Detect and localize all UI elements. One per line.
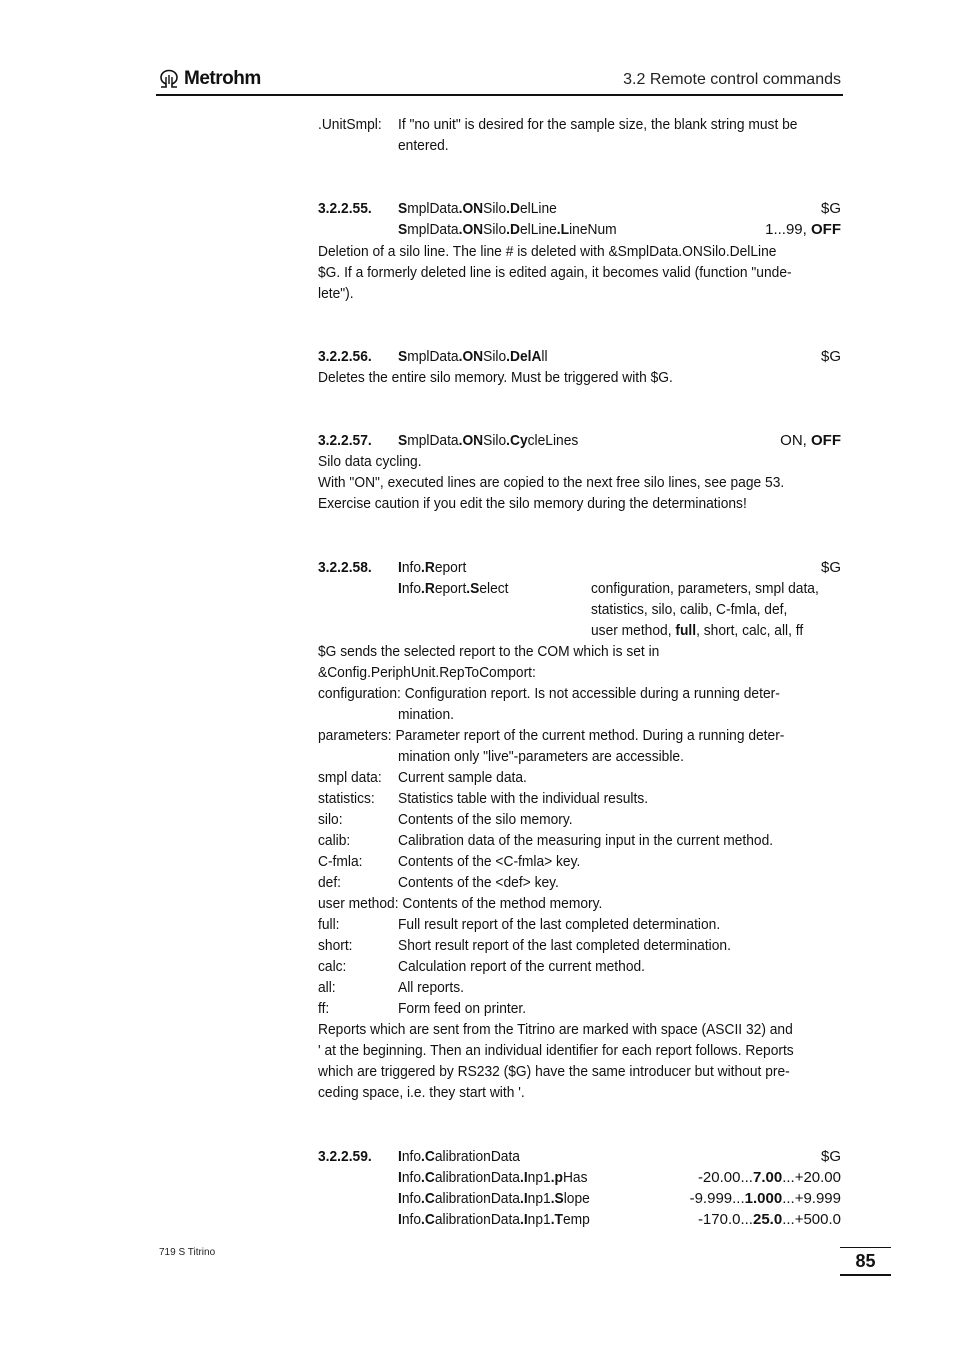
- definition-term: ff:: [318, 1000, 330, 1017]
- paragraph-line: With "ON", executed lines are copied to the next free silo lines, see page 53.: [318, 474, 785, 491]
- paragraph-line: ceding space, i.e. they start with '.: [318, 1084, 525, 1101]
- header-rule: [156, 94, 843, 96]
- paragraph-line: $G sends the selected report to the COM which is set in: [318, 643, 660, 660]
- command-value: -20.00...7.00...+20.00: [697, 1169, 841, 1186]
- section-number: 3.2.2.56.: [318, 348, 372, 365]
- definition-term: parameters: Parameter report of the current method. During a running deter-: [318, 727, 785, 744]
- footer-product-name: 719 S Titrino: [159, 1247, 216, 1258]
- definition-term: all:: [318, 979, 336, 996]
- options-line: configuration, parameters, smpl data,: [591, 580, 819, 597]
- definition-term: short:: [318, 937, 353, 954]
- definition-desc: Current sample data.: [398, 769, 527, 786]
- definition-desc: Short result report of the last completed determination.: [398, 937, 731, 954]
- section-number: 3.2.2.58.: [318, 559, 372, 576]
- command-value: $G: [820, 559, 841, 576]
- paragraph-line: Deletion of a silo line. The line # is deleted with &SmplData.ONSilo.DelLine: [318, 243, 777, 260]
- command-syntax: Info.CalibrationData.Inp1.Slope: [398, 1190, 590, 1207]
- definition-term: smpl data:: [318, 769, 382, 786]
- definition-term: calib:: [318, 832, 351, 849]
- definition-desc: Contents of the <def> key.: [398, 874, 559, 891]
- section-number: 3.2.2.59.: [318, 1148, 372, 1165]
- command-syntax: SmplData.ONSilo.CycleLines: [398, 432, 579, 449]
- command-value: -170.0...25.0...+500.0: [697, 1211, 841, 1228]
- unitsmpl-term: .UnitSmpl:: [318, 116, 382, 133]
- options-line: statistics, silo, calib, C-fmla, def,: [591, 601, 788, 618]
- unitsmpl-desc-line: If "no unit" is desired for the sample size, the blank string must be: [398, 116, 798, 133]
- options-line: user method, full, short, calc, all, ff: [591, 622, 804, 639]
- footer-rule-top: [840, 1247, 891, 1248]
- definition-desc: mination.: [398, 706, 455, 723]
- command-syntax: Info.Report: [398, 559, 467, 576]
- command-syntax: Info.CalibrationData: [398, 1148, 520, 1165]
- definition-term: def:: [318, 874, 342, 891]
- definition-desc: All reports.: [398, 979, 464, 996]
- definition-desc: mination only "live"-parameters are accessible.: [398, 748, 684, 765]
- command-syntax: SmplData.ONSilo.DelAll: [398, 348, 548, 365]
- definition-term: statistics:: [318, 790, 375, 807]
- command-value: 1...99, OFF: [765, 221, 841, 238]
- paragraph-line: lete").: [318, 285, 354, 302]
- definition-desc: Contents of the <C-fmla> key.: [398, 853, 581, 870]
- command-value: $G: [820, 200, 841, 217]
- definition-desc: Calibration data of the measuring input in the current method.: [398, 832, 774, 849]
- paragraph-line: which are triggered by RS232 ($G) have the same introducer but without pre-: [318, 1063, 790, 1080]
- metrohm-omega-icon: [158, 69, 180, 89]
- section-number: 3.2.2.55.: [318, 200, 372, 217]
- running-header-section: 3.2 Remote control commands: [623, 71, 841, 88]
- command-value: $G: [820, 348, 841, 365]
- command-syntax: SmplData.ONSilo.DelLine: [398, 200, 557, 217]
- footer-rule-bottom: [840, 1274, 891, 1276]
- metrohm-logo: [158, 68, 261, 90]
- command-syntax: Info.CalibrationData.Inp1.pHas: [398, 1169, 588, 1186]
- unitsmpl-desc-line: entered.: [398, 137, 449, 154]
- command-value: -9.999...1.000...+9.999: [689, 1190, 841, 1207]
- paragraph-line: ' at the beginning. Then an individual identifier for each report follows. Reports: [318, 1042, 794, 1059]
- command-syntax: Info.Report.Select: [398, 580, 509, 597]
- definition-term: C-fmla:: [318, 853, 363, 870]
- paragraph-line: Deletes the entire silo memory. Must be triggered with $G.: [318, 369, 673, 386]
- definition-term: calc:: [318, 958, 347, 975]
- definition-term: silo:: [318, 811, 343, 828]
- definition-desc: Statistics table with the individual results.: [398, 790, 649, 807]
- paragraph-line: $G. If a formerly deleted line is edited again, it becomes valid (function "unde-: [318, 264, 792, 281]
- command-syntax: SmplData.ONSilo.DelLine.LineNum: [398, 221, 617, 238]
- command-syntax: Info.CalibrationData.Inp1.Temp: [398, 1211, 590, 1228]
- command-value: $G: [820, 1148, 841, 1165]
- definition-term: user method: Contents of the method memory.: [318, 895, 603, 912]
- definition-desc: Calculation report of the current method.: [398, 958, 646, 975]
- paragraph-line: Silo data cycling.: [318, 453, 422, 470]
- definition-desc: Full result report of the last completed determination.: [398, 916, 721, 933]
- definition-desc: Form feed on printer.: [398, 1000, 527, 1017]
- command-value: ON, OFF: [780, 432, 841, 449]
- paragraph-line: Exercise caution if you edit the silo memory during the determinations!: [318, 495, 747, 512]
- paragraph-line: Reports which are sent from the Titrino are marked with space (ASCII 32) and: [318, 1021, 793, 1038]
- definition-term: full:: [318, 916, 340, 933]
- page-number: 85: [855, 1251, 876, 1271]
- section-number: 3.2.2.57.: [318, 432, 372, 449]
- definition-term: configuration: Configuration report. Is not accessible during a running deter-: [318, 685, 780, 702]
- paragraph-line: &Config.PeriphUnit.RepToComport:: [318, 664, 536, 681]
- definition-desc: Contents of the silo memory.: [398, 811, 573, 828]
- brand-name: Metrohm: [184, 68, 261, 89]
